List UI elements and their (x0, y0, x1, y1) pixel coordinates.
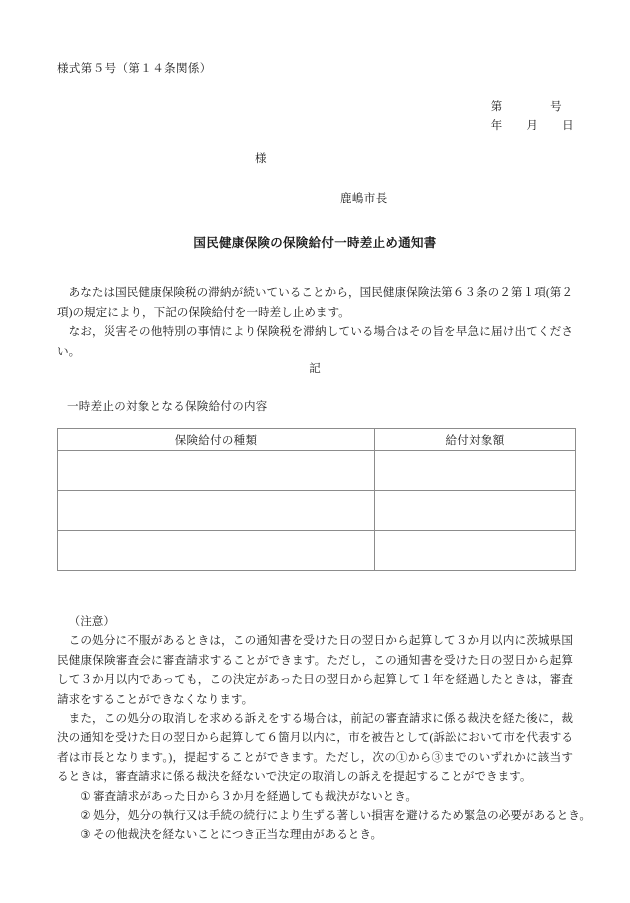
form-number: 様式第５号（第１４条関係） (57, 63, 212, 75)
list-item-marker: ① (80, 789, 91, 803)
document-number-line: 第 号 (490, 101, 563, 113)
table-header-kind: 保険給付の種類 (58, 429, 375, 451)
list-item-label: 審査請求があった日から３か月を経過しても裁決がないとき。 (92, 789, 418, 803)
notes-paragraph-1: この処分に不服があるときは，この通知書を受けた日の翌日から起算して３か月以内に茨城県国民健康保険審査会に審査請求することができます。ただし，この通知書を受けた日の翌日から起算して３か月以内であっても，この決定があった日の翌日から起算して１年を経過したときは，審査請求をすることができなくなります。 (57, 634, 573, 706)
table-row (58, 531, 576, 571)
notes-item-list (57, 787, 592, 845)
table-header-amount: 給付対象額 (375, 429, 576, 451)
list-item-marker: ③ (80, 828, 91, 842)
list-item-label: 処分，処分の執行又は手続の続行により生ずる著しい損害を避けるため緊急の必要があるとき。 (92, 809, 592, 823)
document-meta (491, 98, 574, 136)
list-item (57, 825, 573, 844)
document-title: 国民健康保険の保険給付一時差止め通知書 (193, 236, 437, 250)
notes-section (57, 612, 592, 845)
body-text (57, 283, 573, 361)
issuer-name: 鹿嶋市長 (340, 193, 388, 205)
list-item (57, 806, 592, 825)
notes-paragraph-2: また，この処分の取消しを求める訴えをする場合は，前記の審査請求に係る裁決を経た後に，裁決の通知を受けた日の翌日から起算して６箇月以内に，市を被告として(訴訟において市を代表する者は市長となります。)，提起することができます。ただし，次の①から③までのいずれかに該当するときは，審査請求に係る裁決を経ないで決定の取消しの訴えを提起することができます。 (57, 712, 573, 784)
benefit-table (57, 428, 576, 571)
section-heading: 一時差止の対象となる保険給付の内容 (67, 401, 268, 413)
addressee-honorific: 様 (255, 153, 267, 165)
table-cell-kind[interactable] (58, 491, 375, 531)
notes-heading: （注意） (68, 615, 115, 628)
table-row (58, 451, 576, 491)
list-item-marker: ② (80, 809, 91, 823)
list-item (57, 787, 573, 806)
document-date-line: 年 月 日 (490, 120, 574, 132)
table-cell-kind[interactable] (58, 451, 375, 491)
table-cell-amount[interactable] (375, 491, 576, 531)
table-cell-kind[interactable] (58, 531, 375, 571)
table-row (58, 491, 576, 531)
ki-marker: 記 (309, 363, 321, 375)
body-paragraph-1: あなたは国民健康保険税の滞納が続いていることから，国民健康保険法第６３条の２第１項(第２項)の規定により，下記の保険給付を一時差し止めます。 (57, 286, 573, 319)
table-header-row (58, 429, 576, 451)
table-cell-amount[interactable] (375, 531, 576, 571)
body-paragraph-2: なお，災害その他特別の事情により保険税を滞納している場合はその旨を早急に届け出てください。 (57, 325, 573, 358)
table-cell-amount[interactable] (375, 451, 576, 491)
list-item-label: その他裁決を経ないことにつき正当な理由があるとき。 (92, 828, 383, 842)
